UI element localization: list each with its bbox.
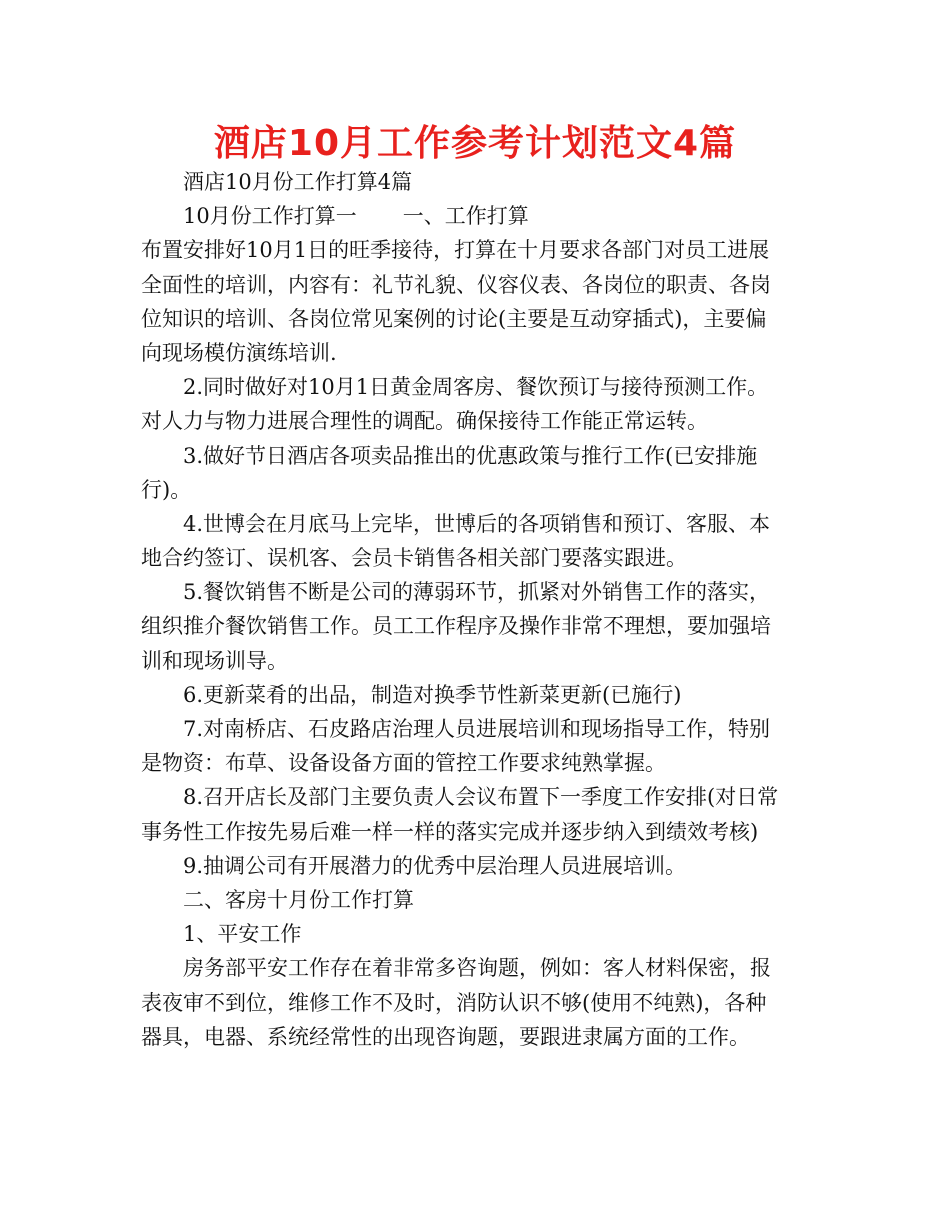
paragraph-line: 器具，电器、系统经常性的出现咨询题，要跟进隶属方面的工作。 <box>141 1024 750 1049</box>
paragraph-line: 地合约签订、误机客、会员卡销售各相关部门要落实跟进。 <box>141 546 687 571</box>
paragraph-line: 9.抽调公司有开展潜力的优秀中层治理人员进展培训。 <box>183 853 687 878</box>
section-heading: 一、工作打算 <box>402 204 529 229</box>
document-body <box>141 165 813 1054</box>
paragraph-line: 房务部平安工作存在着非常多咨询题，例如：客人材料保密，报 <box>183 956 771 981</box>
paragraph-line: 训和现场训导。 <box>141 648 288 673</box>
paragraph-line: 组织推介餐饮销售工作。员工工作程序及操作非常不理想，要加强培 <box>141 614 771 639</box>
paragraph-line: 对人力与物力进展合理性的调配。确保接待工作能正常运转。 <box>141 409 708 434</box>
document-title: 酒店10月工作参考计划范文4篇 <box>213 123 737 164</box>
subsection-heading: 1、平安工作 <box>183 922 302 947</box>
paragraph-line: 4.世博会在月底马上完毕，世博后的各项销售和预订、客服、本 <box>183 511 771 536</box>
plan-label: 10月份工作打算一 <box>183 204 357 229</box>
subtitle-line: 酒店10月份工作打算4篇 <box>183 170 413 194</box>
plan-heading-line <box>141 199 813 233</box>
paragraph-line: 7.对南桥店、石皮路店治理人员进展培训和现场指导工作，特别 <box>183 717 771 741</box>
paragraph-line: 位知识的培训、各岗位常见案例的讨论(主要是互动穿插式)，主要偏 <box>141 306 767 331</box>
paragraph-line: 5.餐饮销售不断是公司的薄弱环节，抓紧对外销售工作的落实， <box>183 580 771 605</box>
paragraph-line: 全面性的培训，内容有：礼节礼貌、仪容仪表、各岗位的职责、各岗 <box>141 272 771 297</box>
paragraph-line: 行)。 <box>141 477 192 502</box>
paragraph-line: 向现场模仿演练培训. <box>141 340 337 365</box>
paragraph-line: 是物资：布草、设备设备方面的管控工作要求纯熟掌握。 <box>141 751 666 776</box>
paragraph-line: 布置安排好10月1日的旺季接待，打算在十月要求各部门对员工进展 <box>141 238 770 263</box>
paragraph-line: 事务性工作按先易后难一样一样的落实完成并逐步纳入到绩效考核) <box>141 819 759 844</box>
section-heading: 二、客房十月份工作打算 <box>183 887 414 912</box>
paragraph-line: 表夜审不到位，维修工作不及时，消防认识不够(使用不纯熟)，各种 <box>141 990 767 1015</box>
paragraph-line: 2.同时做好对10月1日黄金周客房、餐饮预订与接待预测工作。 <box>183 375 769 400</box>
paragraph-line: 6.更新菜肴的出品，制造对换季节性新菜更新(已施行) <box>183 682 682 707</box>
paragraph-line: 3.做好节日酒店各项卖品推出的优惠政策与推行工作(已安排施 <box>183 443 758 468</box>
paragraph-line: 8.召开店长及部门主要负责人会议布置下一季度工作安排(对日常 <box>183 785 779 810</box>
